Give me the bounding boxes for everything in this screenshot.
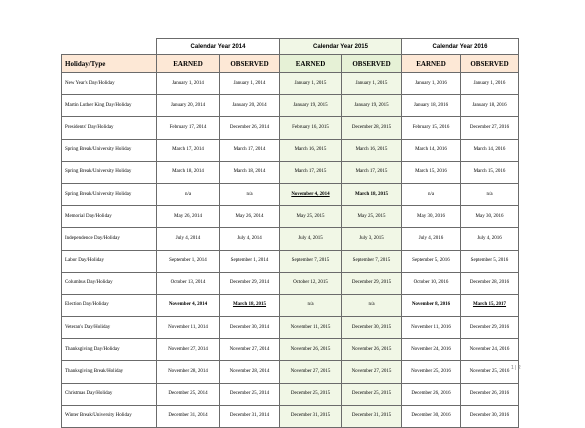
- earned-2014-cell: September 1, 2014: [157, 250, 220, 272]
- holiday-name-cell: Columbus Day/Holiday: [62, 272, 157, 294]
- earned-2015-cell: July 4, 2015: [280, 228, 342, 250]
- earned-2015-cell: December 31, 2015: [280, 405, 342, 427]
- table-row: [62, 139, 519, 161]
- observed-2016-cell: December 28, 2016: [461, 272, 519, 294]
- earned-2014-cell: January 20, 2014: [157, 95, 220, 117]
- observed-2015-header: OBSERVED: [342, 55, 402, 73]
- observed-2015-cell: December 29, 2015: [342, 272, 402, 294]
- earned-2016-cell: May 30, 2016: [402, 206, 461, 228]
- observed-2014-cell: December 31, 2014: [220, 405, 280, 427]
- earned-2015-cell: November 27, 2015: [280, 361, 342, 383]
- observed-2015-cell: November 26, 2015: [342, 339, 402, 361]
- observed-2015-cell: November 27, 2015: [342, 361, 402, 383]
- table-row: [62, 73, 519, 95]
- earned-2014-cell: May 26, 2014: [157, 206, 220, 228]
- observed-2016-cell: November 24, 2016: [461, 339, 519, 361]
- earned-2016-cell: September 5, 2016: [402, 250, 461, 272]
- observed-2015-cell: December 25, 2015: [342, 383, 402, 405]
- earned-2015-cell: May 25, 2015: [280, 206, 342, 228]
- holiday-name-cell: Thanksgiving Break/Holiday: [62, 361, 157, 383]
- table-row: [62, 361, 519, 383]
- observed-2014-cell: January 1, 2014: [220, 73, 280, 95]
- earned-2016-cell: December 30, 2016: [402, 405, 461, 427]
- earned-2014-cell: n/a: [157, 183, 220, 205]
- earned-2014-cell: December 31, 2014: [157, 405, 220, 427]
- earned-2014-cell: July 4, 2014: [157, 228, 220, 250]
- earned-2016-cell: January 18, 2016: [402, 95, 461, 117]
- year-2014-header: Calendar Year 2014: [157, 39, 280, 55]
- earned-2016-cell: October 10, 2016: [402, 272, 461, 294]
- holiday-name-cell: Independence Day/Holiday: [62, 228, 157, 250]
- table-row: [62, 405, 519, 427]
- year-2016-header: Calendar Year 2016: [402, 39, 519, 55]
- earned-2015-header: EARNED: [280, 55, 342, 73]
- observed-2015-cell: March 18, 2015: [342, 183, 402, 205]
- earned-2014-cell: November 28, 2014: [157, 361, 220, 383]
- earned-2015-cell: January 1, 2015: [280, 73, 342, 95]
- earned-2014-cell: March 17, 2014: [157, 139, 220, 161]
- earned-2015-cell: January 19, 2015: [280, 95, 342, 117]
- earned-2014-cell: December 25, 2014: [157, 383, 220, 405]
- year-header-row: [62, 39, 519, 55]
- observed-2015-cell: May 25, 2015: [342, 206, 402, 228]
- table-row: [62, 272, 519, 294]
- observed-2016-cell: March 14, 2016: [461, 139, 519, 161]
- observed-2015-cell: December 28, 2015: [342, 117, 402, 139]
- table-row: [62, 339, 519, 361]
- observed-2015-cell: December 30, 2015: [342, 317, 402, 339]
- observed-2016-cell: July 4, 2016: [461, 228, 519, 250]
- earned-2016-cell: February 15, 2016: [402, 117, 461, 139]
- earned-2016-cell: March 15, 2016: [402, 161, 461, 183]
- earned-2015-cell: December 25, 2015: [280, 383, 342, 405]
- table-row: [62, 317, 519, 339]
- table-row: [62, 206, 519, 228]
- earned-2015-cell: February 16, 2015: [280, 117, 342, 139]
- table-row: [62, 383, 519, 405]
- earned-2014-cell: February 17, 2014: [157, 117, 220, 139]
- earned-2014-cell: January 1, 2014: [157, 73, 220, 95]
- holiday-name-cell: Presidents' Day/Holiday: [62, 117, 157, 139]
- observed-2015-cell: March 17, 2015: [342, 161, 402, 183]
- observed-2014-cell: November 27, 2014: [220, 339, 280, 361]
- observed-2015-cell: n/a: [342, 294, 402, 316]
- earned-2014-cell: November 4, 2014: [157, 294, 220, 316]
- earned-2015-cell: March 17, 2015: [280, 161, 342, 183]
- holiday-calendar-table: [61, 38, 519, 428]
- year-2015-header: Calendar Year 2015: [280, 39, 402, 55]
- observed-2015-cell: September 7, 2015: [342, 250, 402, 272]
- observed-2016-cell: December 30, 2016: [461, 405, 519, 427]
- table-row: [62, 95, 519, 117]
- earned-2016-header: EARNED: [402, 55, 461, 73]
- holiday-name-cell: New Year's Day/Holiday: [62, 73, 157, 95]
- holiday-name-cell: Spring Break/University Holiday: [62, 139, 157, 161]
- earned-2014-cell: March 18, 2014: [157, 161, 220, 183]
- earned-2014-header: EARNED: [157, 55, 220, 73]
- earned-2014-cell: October 13, 2014: [157, 272, 220, 294]
- page-number: 1 | 2: [511, 365, 521, 371]
- observed-2014-cell: December 29, 2014: [220, 272, 280, 294]
- observed-2015-cell: July 3, 2015: [342, 228, 402, 250]
- observed-2016-cell: May 30, 2016: [461, 206, 519, 228]
- earned-2016-cell: November 11, 2016: [402, 317, 461, 339]
- holiday-name-cell: Memorial Day/Holiday: [62, 206, 157, 228]
- observed-2016-cell: March 15, 2016: [461, 161, 519, 183]
- earned-2016-cell: December 26, 2016: [402, 383, 461, 405]
- observed-2014-header: OBSERVED: [220, 55, 280, 73]
- table-row: [62, 183, 519, 205]
- observed-2014-cell: January 20, 2014: [220, 95, 280, 117]
- observed-2014-cell: May 26, 2014: [220, 206, 280, 228]
- blank-corner-cell: [62, 39, 157, 55]
- observed-2016-cell: December 26, 2016: [461, 383, 519, 405]
- table-row: [62, 228, 519, 250]
- holiday-name-cell: Spring Break/University Holiday: [62, 161, 157, 183]
- holiday-name-cell: Martin Luther King Day/Holiday: [62, 95, 157, 117]
- observed-2016-cell: January 1, 2016: [461, 73, 519, 95]
- observed-2014-cell: December 30, 2014: [220, 317, 280, 339]
- holiday-name-cell: Veteran's Day/Holiday: [62, 317, 157, 339]
- earned-2016-cell: March 14, 2016: [402, 139, 461, 161]
- holiday-name-cell: Winter Break/University Holiday: [62, 405, 157, 427]
- observed-2014-cell: March 18, 2015: [220, 294, 280, 316]
- observed-2016-header: OBSERVED: [461, 55, 519, 73]
- earned-2016-cell: November 24, 2016: [402, 339, 461, 361]
- observed-2016-cell: November 25, 2016: [461, 361, 519, 383]
- holiday-name-cell: Thanksgiving Day/Holiday: [62, 339, 157, 361]
- earned-2015-cell: November 26, 2015: [280, 339, 342, 361]
- earned-2016-cell: November 8, 2016: [402, 294, 461, 316]
- table-row: [62, 294, 519, 316]
- earned-2015-cell: November 11, 2015: [280, 317, 342, 339]
- observed-2014-cell: December 26, 2014: [220, 117, 280, 139]
- earned-2015-cell: November 4, 2014: [280, 183, 342, 205]
- earned-2015-cell: October 12, 2015: [280, 272, 342, 294]
- observed-2014-cell: September 1, 2014: [220, 250, 280, 272]
- holiday-name-cell: Labor Day/Holiday: [62, 250, 157, 272]
- earned-2015-cell: September 7, 2015: [280, 250, 342, 272]
- earned-2015-cell: March 16, 2015: [280, 139, 342, 161]
- holiday-name-cell: Christmas Day/Holiday: [62, 383, 157, 405]
- observed-2015-cell: January 1, 2015: [342, 73, 402, 95]
- observed-2014-cell: November 28, 2014: [220, 361, 280, 383]
- table-row: [62, 161, 519, 183]
- earned-2015-cell: n/a: [280, 294, 342, 316]
- observed-2014-cell: July 4, 2014: [220, 228, 280, 250]
- observed-2014-cell: December 25, 2014: [220, 383, 280, 405]
- earned-2016-cell: July 4, 2016: [402, 228, 461, 250]
- holiday-type-header: Holiday/Type: [62, 55, 157, 73]
- observed-2016-cell: n/a: [461, 183, 519, 205]
- observed-2016-cell: January 18, 2016: [461, 95, 519, 117]
- observed-2016-cell: December 29, 2016: [461, 317, 519, 339]
- observed-2016-cell: September 5, 2016: [461, 250, 519, 272]
- earned-2016-cell: January 1, 2016: [402, 73, 461, 95]
- observed-2014-cell: March 18, 2014: [220, 161, 280, 183]
- table-row: [62, 117, 519, 139]
- earned-2014-cell: November 11, 2014: [157, 317, 220, 339]
- observed-2014-cell: n/a: [220, 183, 280, 205]
- column-header-row: [62, 55, 519, 73]
- holiday-name-cell: Election Day/Holiday: [62, 294, 157, 316]
- earned-2016-cell: n/a: [402, 183, 461, 205]
- holiday-name-cell: Spring Break/University Holiday: [62, 183, 157, 205]
- observed-2016-cell: December 27, 2016: [461, 117, 519, 139]
- table-row: [62, 250, 519, 272]
- observed-2015-cell: March 16, 2015: [342, 139, 402, 161]
- earned-2014-cell: November 27, 2014: [157, 339, 220, 361]
- observed-2016-cell: March 15, 2017: [461, 294, 519, 316]
- observed-2014-cell: March 17, 2014: [220, 139, 280, 161]
- observed-2015-cell: December 31, 2015: [342, 405, 402, 427]
- observed-2015-cell: January 19, 2015: [342, 95, 402, 117]
- earned-2016-cell: November 25, 2016: [402, 361, 461, 383]
